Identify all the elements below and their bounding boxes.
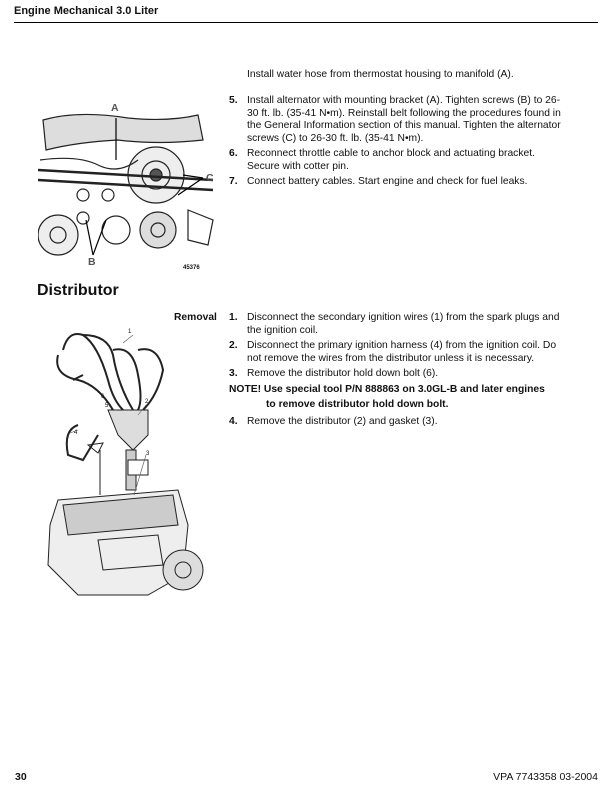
step-number: 1. [229, 312, 238, 323]
step-number: 6. [229, 148, 238, 159]
step-number: 5. [229, 95, 238, 106]
callout-4: 4 [74, 430, 78, 436]
step-text: Reconnect throttle cable to anchor block and actuating bracket. Secure with cotter pin. [247, 148, 535, 172]
step-text: Connect battery cables. Start engine and check for fuel leaks. [247, 176, 528, 187]
callout-3: 3 [146, 451, 150, 457]
subheading-removal: Removal [174, 312, 217, 323]
section-title: Distributor [37, 282, 119, 299]
figure-number: 45376 [183, 265, 200, 271]
page-number: 30 [15, 771, 27, 783]
figure-label-a: A [111, 102, 119, 114]
alternator-illustration [38, 100, 218, 260]
step-number: 7. [229, 176, 238, 187]
step-text: Remove the distributor hold down bolt (6). [247, 368, 439, 379]
callout-6: 6 [101, 394, 105, 400]
header-rule [14, 22, 598, 23]
figure-label-b: B [88, 256, 96, 268]
removal-step-4 [229, 416, 569, 429]
step-text: Disconnect the primary ignition harness (4) from the ignition coil. Do not remove the wires from the distributor unless it is necessary. [247, 340, 557, 364]
step-text: Install alternator with mounting bracket (A). Tighten screws (B) to 26-30 ft. lb. (35-41 N•m). Reinstall belt following the procedures found in the General Information section of this manual. Tighten the alternator screws (C) to 26-30 ft. lb. (35-41 N•m). [247, 95, 561, 144]
callout-1: 1 [128, 329, 132, 335]
step-5 [229, 95, 569, 145]
step-text: Remove the distributor (2) and gasket (3). [247, 416, 438, 427]
step-text: Disconnect the secondary ignition wires (1) from the spark plugs and the ignition coil. [247, 312, 560, 336]
removal-step-3 [229, 368, 569, 381]
note [229, 382, 569, 412]
step-6 [229, 148, 569, 173]
step-number: 3. [229, 368, 238, 379]
removal-step-2 [229, 340, 569, 365]
distributor-illustration [38, 325, 218, 615]
note-line: to remove distributor hold down bolt. [266, 399, 449, 410]
note-line: NOTE! Use special tool P/N 888863 on 3.0GL-B and later engines [229, 384, 545, 395]
running-header: Engine Mechanical 3.0 Liter [14, 5, 159, 17]
step-number: 2. [229, 340, 238, 351]
intro-step: Install water hose from thermostat housing to manifold (A). [247, 69, 514, 80]
callout-5: 5 [105, 403, 109, 409]
callout-2: 2 [145, 399, 149, 405]
document-id: VPA 7743358 03-2004 [493, 771, 598, 783]
step-number: 4. [229, 416, 238, 427]
step-7 [229, 176, 569, 189]
figure-label-c: C [206, 172, 214, 184]
removal-step-1 [229, 312, 569, 337]
